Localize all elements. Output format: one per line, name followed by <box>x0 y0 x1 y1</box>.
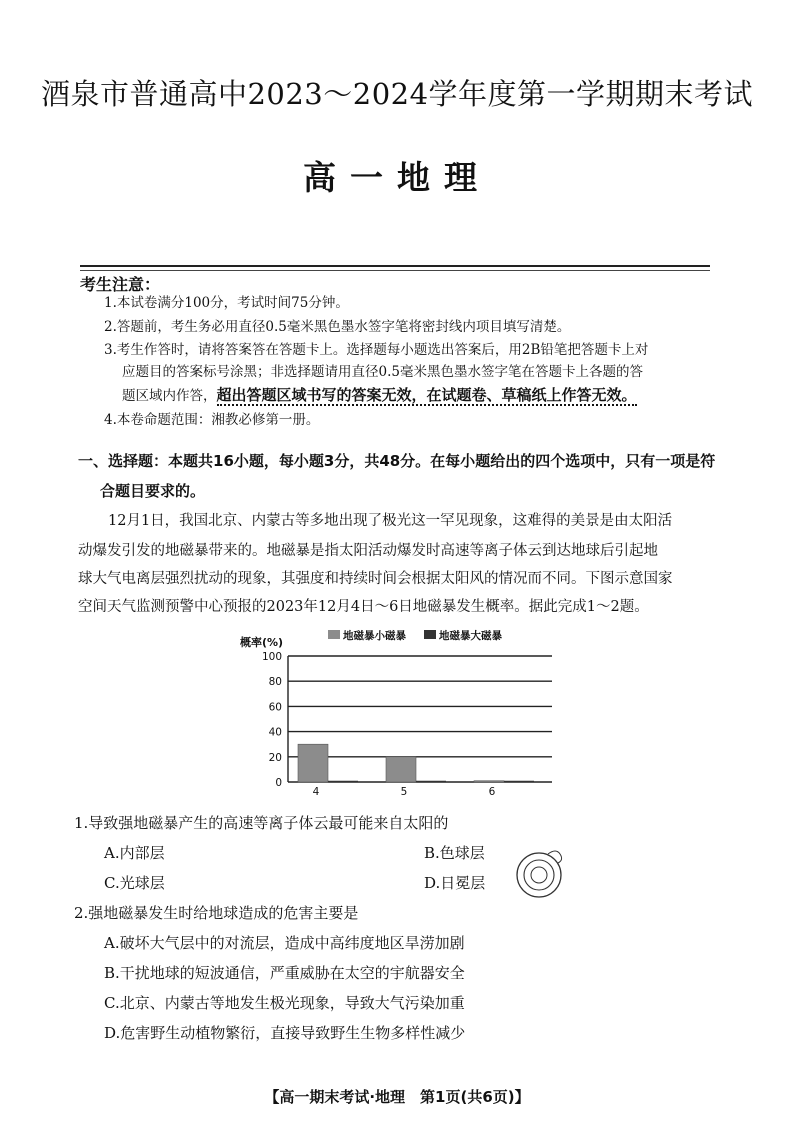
exam-title: 酒泉市普通高中2023～2024学年度第一学期期末考试 <box>40 77 754 111</box>
q1-option-b: B.色球层 <box>424 844 485 862</box>
notice-item-3: 3.考生作答时，请将答案答在答题卡上。选择题每小题选出答案后，用2B铅笔把答题卡上对 <box>104 342 649 358</box>
header-rule-thin <box>80 270 710 271</box>
y-tick-label: 40 <box>268 726 282 739</box>
notice-item-2: 2.答题前，考生务必用直径0.5毫米黑色墨水签字笔将密封线内项目填写清楚。 <box>104 319 571 335</box>
bar-5-1 <box>386 757 416 782</box>
header-rule <box>80 265 710 267</box>
intro-line-4: 空间天气监测预警中心预报的2023年12月4日～6日地磁暴发生概率。据此完成1～2题。 <box>78 599 649 615</box>
geomagnetic-storm-chart <box>236 624 566 804</box>
notice-item-1: 1.本试卷满分100分，考试时间75分钟。 <box>104 295 349 311</box>
bar-6-1 <box>474 781 504 782</box>
y-axis-label: 概率(%) <box>240 636 284 649</box>
q1-option-d: D.日冕层 <box>424 874 486 892</box>
y-tick-label: 0 <box>275 777 282 789</box>
x-tick-label: 6 <box>488 786 496 798</box>
q1-option-a: A.内部层 <box>104 844 165 862</box>
legend-label-2: 地磁暴大磁暴 <box>439 630 502 642</box>
notice-emphasis: 超出答题区域书写的答案无效，在试题卷、草稿纸上作答无效。 <box>216 386 637 404</box>
sun-layers-sketch-icon <box>512 842 572 900</box>
x-tick-label: 5 <box>400 786 408 798</box>
notice-item-4: 4.本卷命题范围：湘教必修第一册。 <box>104 412 320 428</box>
section-heading <box>78 446 718 506</box>
notice-heading: 考生注意： <box>80 275 161 294</box>
y-tick-label: 100 <box>261 651 282 663</box>
q1-option-c: C.光球层 <box>104 874 165 892</box>
question-1-stem: 1.导致强地磁暴产生的高速等离子体云最可能来自太阳的 <box>74 814 449 832</box>
legend-swatch-1 <box>328 630 340 639</box>
page-footer: 【高一期末考试·地理 第1页(共6页)】 <box>264 1088 530 1106</box>
notice-item-3-line-3 <box>122 384 716 407</box>
bar-4-2 <box>328 781 358 782</box>
bar-6-2 <box>504 781 534 782</box>
q2-option-a: A.破坏大气层中的对流层，造成中高纬度地区旱涝加剧 <box>104 934 465 952</box>
intro-line-2: 动爆发引发的地磁暴带来的。地磁暴是指太阳活动爆发时高速等离子体云到达地球后引起地 <box>78 543 658 559</box>
intro-line-3: 球大气电离层强烈扰动的现象，其强度和持续时间会根据太阳风的情况而不同。下图示意国家 <box>78 571 673 587</box>
bar-4-1 <box>298 744 328 782</box>
section-heading-line-2: 合题目要求的。 <box>100 482 206 500</box>
q2-option-b: B.干扰地球的短波通信，严重威胁在太空的宇航器安全 <box>104 964 465 982</box>
notice-item-3-line-2: 应题目的答案标号涂黑；非选择题请用直径0.5毫米黑色墨水签字笔在答题卡上各题的答 <box>122 364 643 380</box>
y-tick-label: 60 <box>268 701 282 714</box>
intro-line-1: 12月1日，我国北京、内蒙古等多地出现了极光这一罕见现象，这难得的美景是由太阳活 <box>108 513 673 529</box>
notice-item-3-prefix: 题区域内作答， <box>122 388 217 404</box>
legend-label-1: 地磁暴小磁暴 <box>343 630 406 642</box>
y-tick-label: 20 <box>268 751 282 764</box>
section-heading-line-1: 一、选择题：本题共16小题，每小题3分，共48分。在每小题给出的四个选项中，只有一项是符 <box>78 452 716 470</box>
q2-option-d: D.危害野生动植物繁衍，直接导致野生生物多样性减少 <box>104 1024 466 1042</box>
y-tick-label: 80 <box>268 676 282 689</box>
x-tick-label: 4 <box>312 786 320 798</box>
q2-option-c: C.北京、内蒙古等地发生极光现象，导致大气污染加重 <box>104 994 465 1012</box>
legend-swatch-2 <box>424 630 436 639</box>
bar-5-2 <box>416 781 446 782</box>
subject-title: 高一地理 <box>303 158 491 197</box>
question-2-stem: 2.强地磁暴发生时给地球造成的危害主要是 <box>74 904 359 922</box>
